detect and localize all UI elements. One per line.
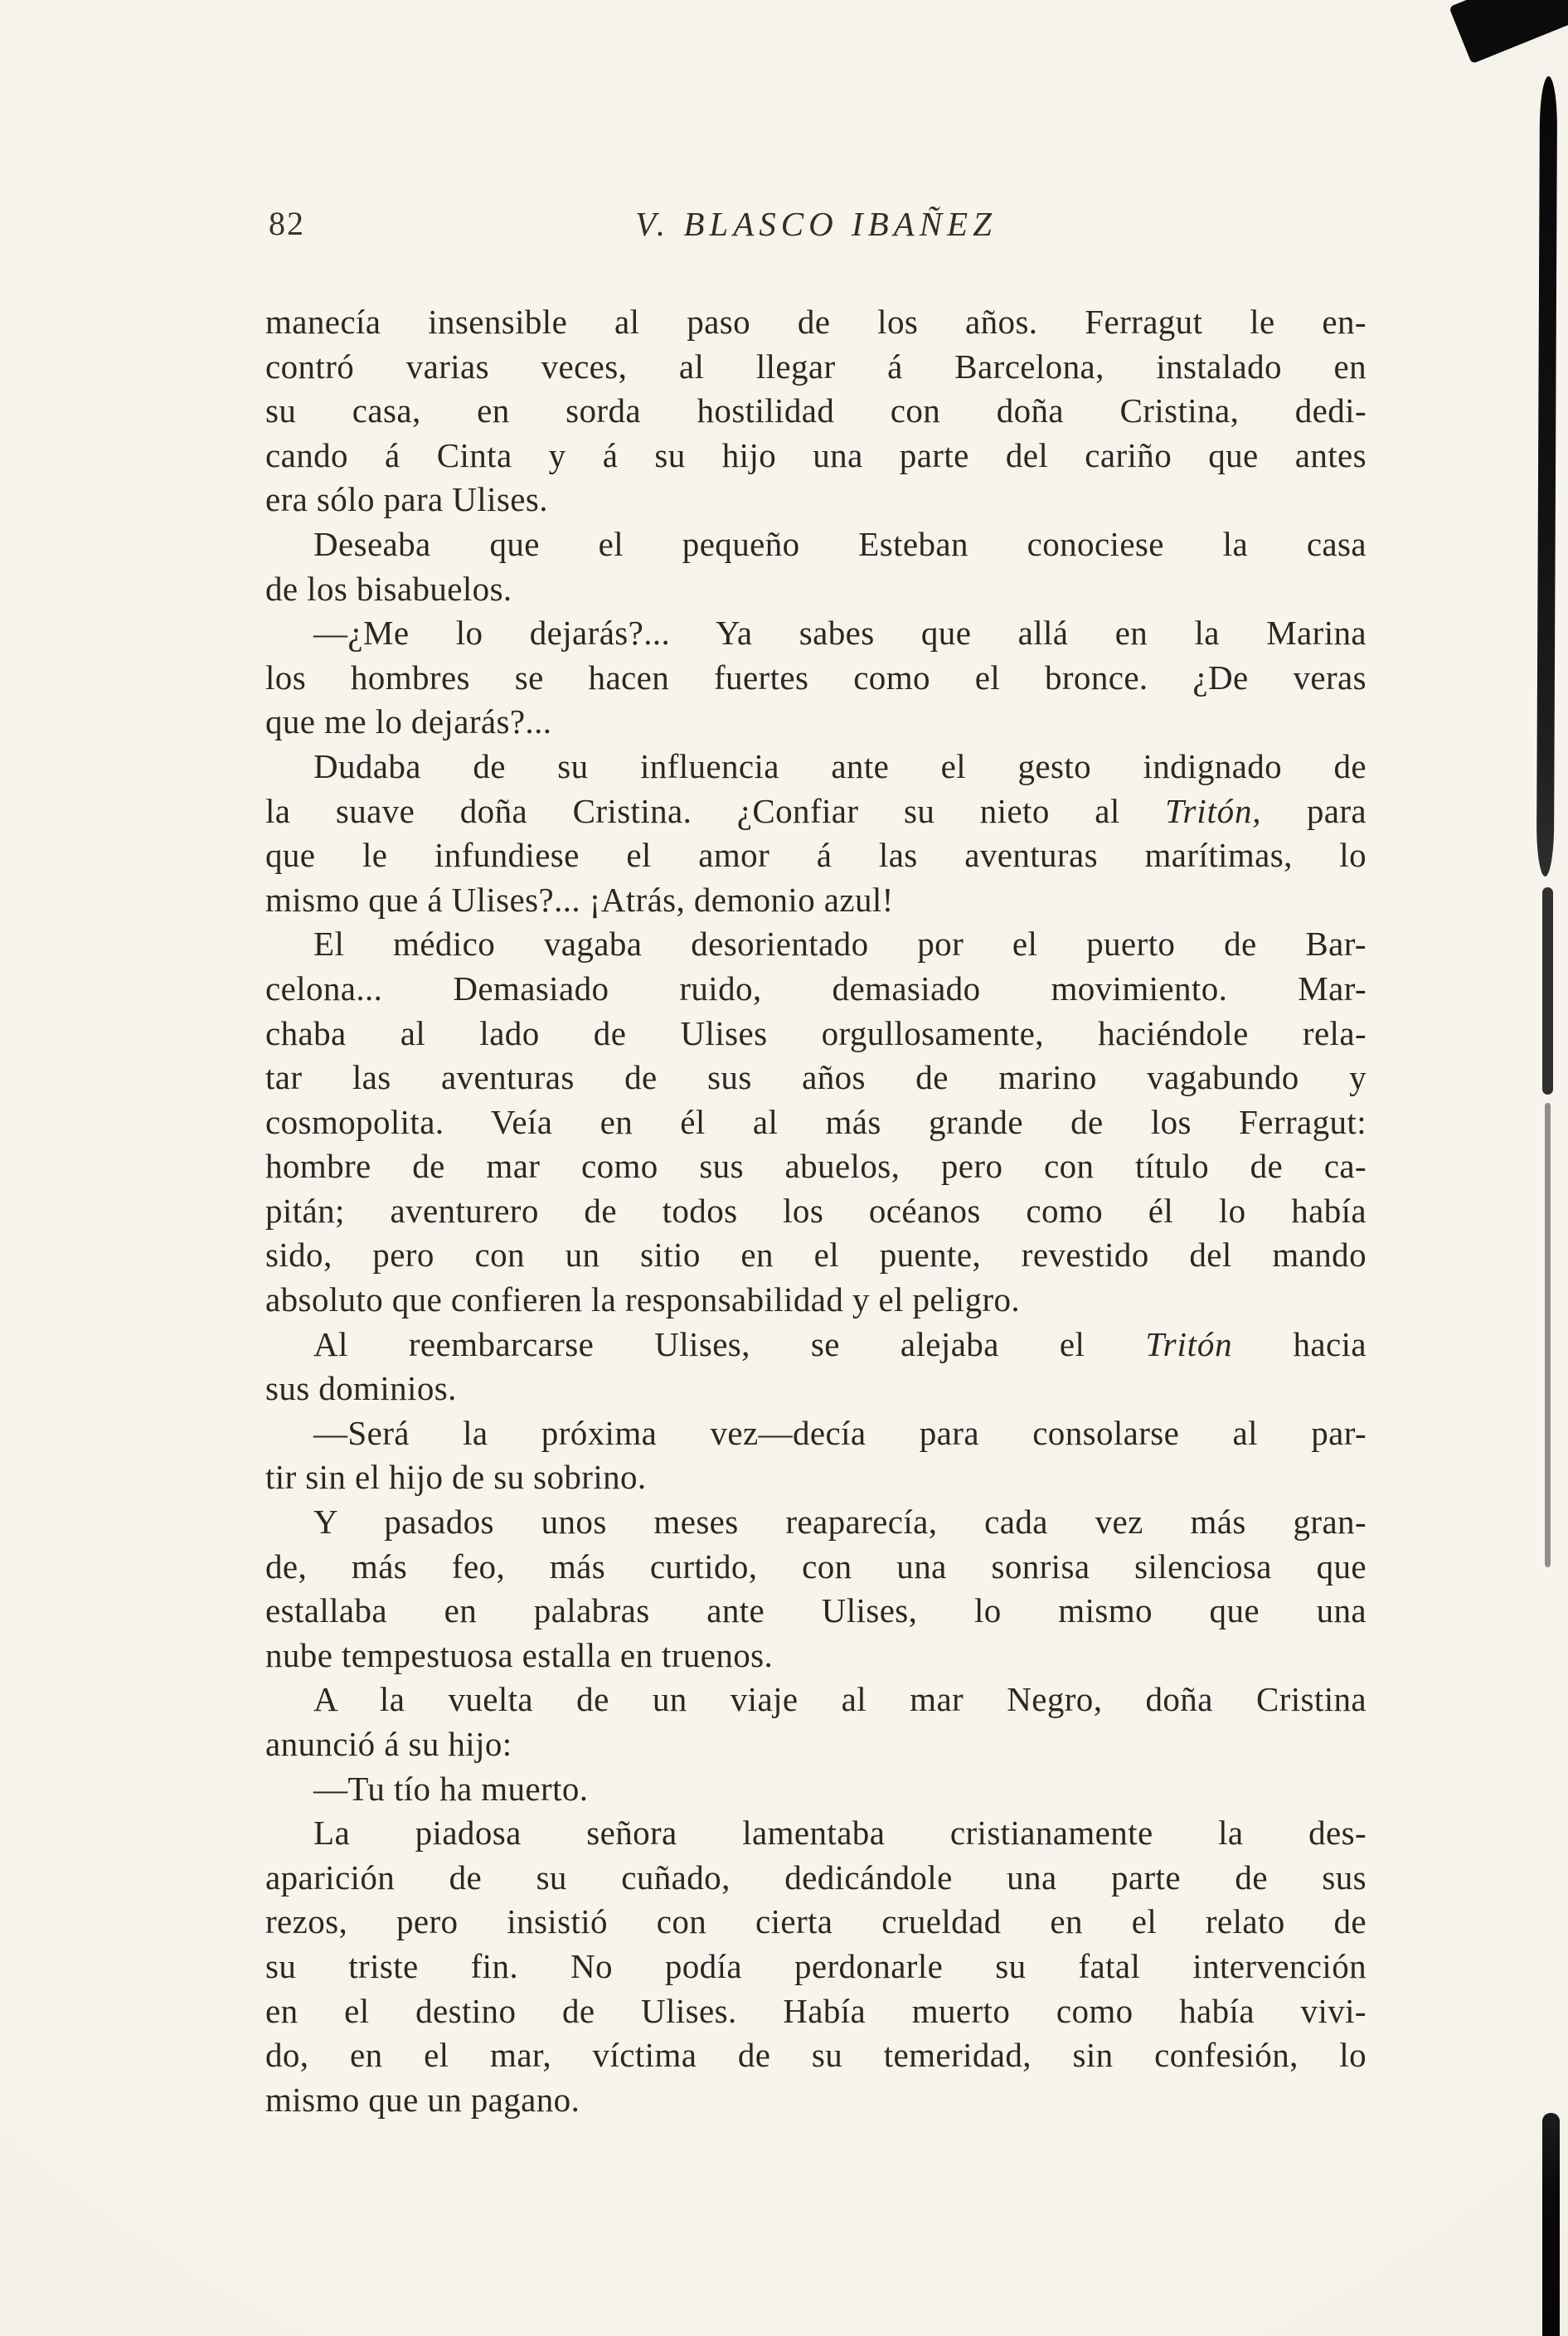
text-line: pitán; aventurero de todos los océanos como él lo había — [265, 1191, 1367, 1230]
text-line: tir sin el hijo de su sobrino. — [265, 1458, 647, 1497]
paragraph — [265, 522, 1367, 611]
text-line: absoluto que confieren la responsabilidad y el peligro. — [265, 1280, 1021, 1319]
text-line: sus dominios. — [265, 1369, 457, 1408]
text-line: de, más feo, más curtido, con una sonrisa silenciosa que — [265, 1547, 1367, 1586]
text-line: de los bisabuelos. — [265, 569, 512, 608]
text-line: El médico vagaba desorientado por el puerto de Bar- — [313, 925, 1367, 964]
text-line: contró varias veces, al llegar á Barcelona, instalado en — [265, 347, 1367, 386]
text-line: —¿Me lo dejarás?... Ya sabes que allá en la Marina — [313, 614, 1367, 653]
paragraph — [265, 922, 1367, 1322]
text-line: anunció á su hijo: — [265, 1725, 512, 1763]
paragraph — [265, 745, 1367, 922]
text-line: en el destino de Ulises. Había muerto como había vivi- — [265, 1991, 1367, 2030]
text-line: era sólo para Ulises. — [265, 480, 548, 519]
text-line: tar las aventuras de sus años de marino vagabundo y — [265, 1058, 1367, 1097]
page-header — [265, 204, 1367, 245]
text-line: cosmopolita. Veía en él al más grande de los Ferragut: — [265, 1102, 1367, 1141]
scan-artifact-faint-strip — [1545, 1103, 1551, 1567]
scan-artifact-corner — [1449, 0, 1568, 64]
text-line: La piadosa señora lamentaba cristianamente la des- — [313, 1814, 1367, 1853]
paragraph — [265, 1500, 1367, 1678]
text-block — [265, 300, 1367, 2122]
text-line: —Tu tío ha muerto. — [313, 1769, 589, 1808]
text-line: mismo que un pagano. — [265, 2080, 580, 2119]
running-header-title: V. BLASCO IBAÑEZ — [635, 205, 997, 243]
text-line: mismo que á Ulises?... ¡Atrás, demonio azul! — [265, 880, 894, 919]
text-line: celona... Demasiado ruido, demasiado movimiento. Mar- — [265, 969, 1367, 1008]
italic-text: Tritón, — [1165, 791, 1262, 830]
text-line: estallaba en palabras ante Ulises, lo mismo que una — [265, 1591, 1367, 1630]
scan-artifact-right-strip — [1536, 76, 1557, 877]
text-line: sido, pero con un sitio en el puente, revestido del mando — [265, 1236, 1367, 1275]
text-line: rezos, pero insistió con cierta crueldad en el relato de — [265, 1902, 1367, 1941]
text-line: la suave doña Cristina. ¿Confiar su nieto al Tritón, para — [265, 791, 1367, 830]
scan-artifact-blob — [1542, 887, 1553, 1095]
text-line: Deseaba que el pequeño Esteban conociese la casa — [313, 524, 1367, 563]
text-line: hombre de mar como sus abuelos, pero con título de ca- — [265, 1147, 1367, 1186]
page-number: 82 — [269, 205, 305, 242]
text-line: Y pasados unos meses reaparecía, cada vez más gran- — [313, 1503, 1367, 1542]
text-line: su triste fin. No podía perdonarle su fatal intervención — [265, 1946, 1367, 1985]
text-line: do, en el mar, víctima de su temeridad, sin confesión, lo — [265, 2036, 1367, 2075]
text-line: los hombres se hacen fuertes como el bronce. ¿De veras — [265, 658, 1367, 697]
text-line: Al reembarcarse Ulises, se alejaba el Tritón hacia — [313, 1324, 1367, 1363]
scan-artifact-bottom-strip — [1542, 2113, 1560, 2336]
text-line: que le infundiese el amor á las aventuras marítimas, lo — [265, 836, 1367, 875]
text-line: manecía insensible al paso de los años. Ferragut le en- — [265, 303, 1367, 341]
text-line: aparición de su cuñado, dedicándole una parte de sus — [265, 1858, 1367, 1896]
text-line: Dudaba de su influencia ante el gesto indignado de — [313, 746, 1367, 785]
text-line: nube tempestuosa estalla en truenos. — [265, 1635, 774, 1674]
paragraph — [265, 1678, 1367, 1766]
paragraph — [265, 1411, 1367, 1500]
paragraph — [265, 611, 1367, 745]
text-line: A la vuelta de un viaje al mar Negro, doña Cristina — [313, 1680, 1367, 1719]
text-line: —Será la próxima vez—decía para consolarse al par- — [313, 1413, 1367, 1452]
text-line: su casa, en sorda hostilidad con doña Cristina, dedi- — [265, 391, 1367, 430]
italic-text: Tritón — [1145, 1324, 1233, 1363]
paragraph — [265, 1767, 1367, 1812]
paragraph — [265, 1323, 1367, 1411]
paragraph — [265, 1811, 1367, 2122]
paragraph — [265, 300, 1367, 522]
text-line: chaba al lado de Ulises orgullosamente, haciéndole rela- — [265, 1013, 1367, 1052]
text-line: cando á Cinta y á su hijo una parte del cariño que antes — [265, 435, 1367, 474]
text-line: que me lo dejarás?... — [265, 702, 552, 741]
